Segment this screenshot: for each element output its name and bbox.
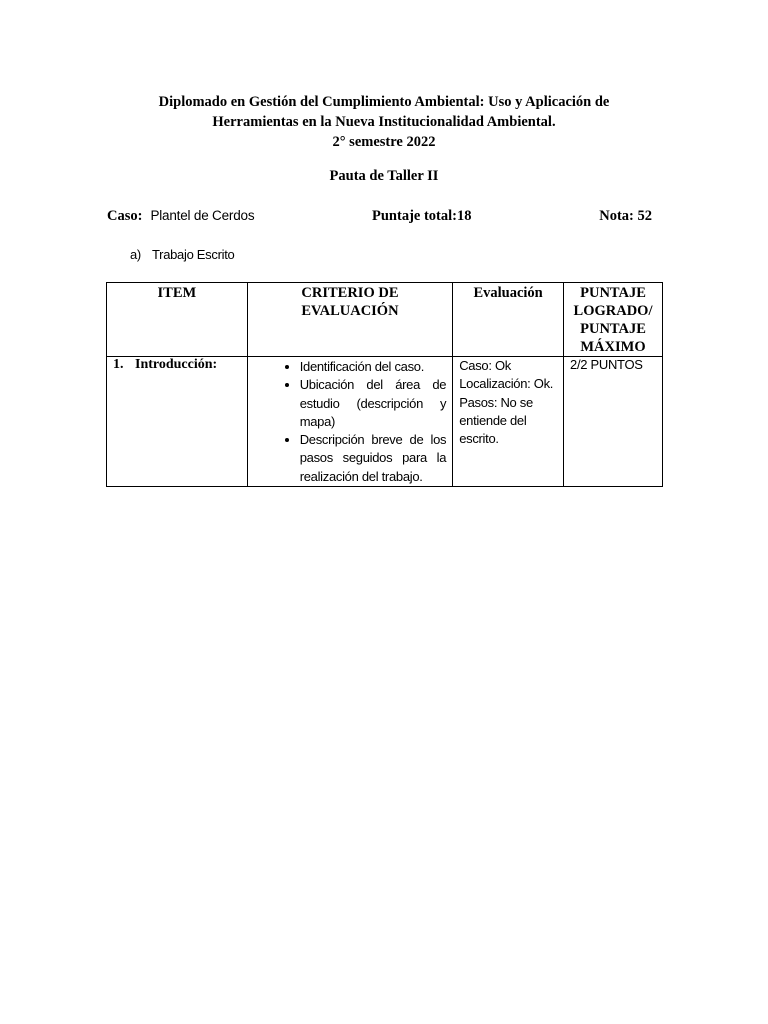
header-puntaje-line-3: PUNTAJE [580, 321, 646, 337]
criteria-cell [247, 357, 453, 487]
meta-row [107, 208, 652, 228]
title-line-1: Diplomado en Gestión del Cumplimiento Ambiental: Uso y Aplicación de [158, 94, 610, 110]
header-puntaje-line-2: LOGRADO/ [573, 303, 653, 319]
header-puntaje [564, 283, 663, 357]
caso-value: Plantel de Cerdos [150, 208, 255, 223]
caso-label: Caso: [107, 208, 143, 224]
header-criterio [247, 283, 453, 357]
item-cell [107, 357, 248, 487]
criteria-list [254, 358, 447, 486]
header-criterio-line-1: CRITERIO DE [301, 285, 399, 301]
document-subtitle: Pauta de Taller II [329, 168, 439, 184]
criteria-item: • Descripción breve de los pasos seguidos para la realización del trabajo. [300, 431, 447, 486]
document-title [0, 92, 768, 152]
section-label: Trabajo Escrito [152, 247, 235, 262]
criteria-item: • Ubicación del área de estudio (descripción y mapa) [300, 376, 447, 431]
header-evaluacion: Evaluación [453, 283, 564, 357]
rubric-table [106, 282, 663, 487]
header-puntaje-line-1: PUNTAJE [580, 285, 646, 301]
score-cell: 2/2 PUNTOS [564, 357, 663, 487]
header-puntaje-line-4: MÁXIMO [580, 339, 646, 355]
criteria-item: • Identificación del caso. [300, 358, 447, 376]
semester-line: 2° semestre 2022 [332, 134, 436, 150]
section-marker: a) [130, 247, 141, 262]
section-heading [130, 247, 234, 262]
evaluation-cell [453, 357, 564, 487]
nota-value: Nota: 52 [599, 208, 652, 224]
evaluation-line: Pasos: No se entiende del escrito. [459, 394, 533, 447]
header-item: ITEM [107, 283, 248, 357]
evaluation-line: Localización: Ok. [459, 376, 554, 392]
caso-field [107, 208, 254, 225]
table-header-row [107, 283, 663, 357]
evaluation-line: Caso: Ok [459, 358, 511, 373]
table-row [107, 357, 663, 487]
puntaje-total: Puntaje total:18 [372, 208, 472, 224]
title-line-2: Herramientas en la Nueva Institucionalidad Ambiental. [212, 114, 556, 130]
item-number: 1. [113, 357, 124, 372]
header-criterio-line-2: EVALUACIÓN [301, 303, 399, 319]
item-label: Introducción: [135, 357, 218, 372]
